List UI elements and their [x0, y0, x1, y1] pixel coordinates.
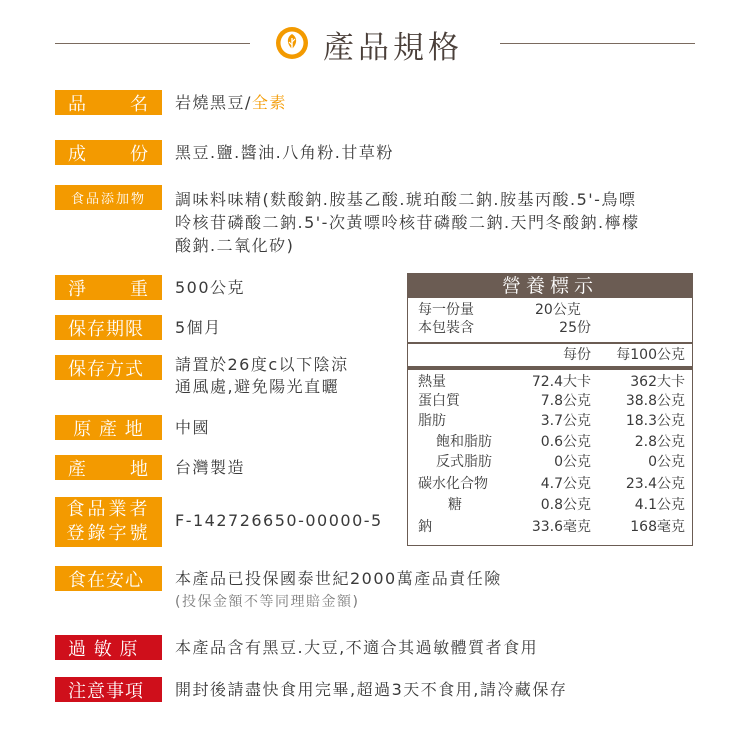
- nutrient-per100: 4.1公克: [634, 497, 685, 513]
- per-serving-value: 20公克: [535, 302, 581, 318]
- label-char: 份: [130, 143, 149, 165]
- label-char: 淨: [68, 278, 87, 300]
- per-serving-label: 每一份量: [418, 302, 474, 318]
- nutrition-title: 營養標示: [408, 274, 692, 298]
- nutrient-per100: 23.4公克: [625, 476, 685, 492]
- label-producer: [55, 455, 162, 480]
- nutrient-name: 脂肪: [418, 413, 446, 429]
- nutrition-divider-thick: [408, 366, 692, 370]
- label-additives: 食品添加物: [55, 185, 162, 210]
- servings-value: 25份: [559, 320, 591, 336]
- label-storage: 保存方式: [55, 355, 162, 380]
- shelf-life-value: 5個月: [175, 318, 222, 337]
- insurance-value: 本產品已投保國泰世紀2000萬產品責任險: [175, 569, 502, 588]
- storage-line: 請置於26度c以下陰涼: [175, 355, 349, 374]
- caution-value: 開封後請盡快食用完畢,超過3天不食用,請冷藏保存: [175, 680, 568, 699]
- label-char: 產: [68, 458, 87, 480]
- insurance-note: (投保金額不等同理賠金額): [175, 594, 360, 610]
- nutrient-per100: 362大卡: [630, 374, 685, 390]
- nutrient-serving: 0.8公克: [540, 497, 591, 513]
- label-char: 地: [130, 458, 149, 480]
- label-shelf-life: 保存期限: [55, 315, 162, 340]
- nutrient-name: 糖: [448, 497, 462, 513]
- page-title: 產品規格: [323, 30, 463, 66]
- origin-value: 中國: [175, 418, 211, 437]
- label-origin: 原 產 地: [55, 415, 162, 440]
- vegan-tag: 全素: [251, 93, 287, 112]
- nutrient-name: 鈉: [418, 519, 432, 535]
- header-line-right: [500, 43, 695, 44]
- label-product-name: [55, 90, 162, 115]
- net-weight-value: 500公克: [175, 278, 246, 297]
- label-char: 重: [130, 278, 149, 300]
- storage-line: 通風處,避免陽光直曬: [175, 377, 340, 396]
- nutrient-serving: 4.7公克: [540, 476, 591, 492]
- nutrient-name: 蛋白質: [418, 393, 460, 409]
- nutrient-name: 熱量: [418, 374, 446, 390]
- label-line: 食品業者: [66, 499, 151, 520]
- ingredients-value: 黑豆.鹽.醬油.八角粉.甘草粉: [175, 143, 394, 162]
- nutrient-name: 飽和脂肪: [436, 434, 492, 450]
- label-char: 名: [130, 93, 149, 115]
- label-registration: [55, 497, 162, 547]
- label-ingredients: [55, 140, 162, 165]
- label-line: 登錄字號: [66, 523, 151, 544]
- allergen-value: 本產品含有黑豆.大豆,不適合其過敏體質者食用: [175, 638, 539, 657]
- nutrient-per100: 2.8公克: [634, 434, 685, 450]
- label-char: 品: [68, 93, 87, 115]
- col-serving: 每份: [563, 347, 591, 363]
- additives-line: 酸鈉.二氧化矽): [175, 236, 295, 255]
- product-name-value: [175, 92, 287, 113]
- nutrient-per100: 168毫克: [630, 519, 685, 535]
- label-allergen: 過 敏 原: [55, 635, 162, 660]
- label-net-weight: [55, 275, 162, 300]
- nutrient-serving: 7.8公克: [540, 393, 591, 409]
- product-name: 岩燒黑豆/: [175, 93, 252, 112]
- leaf-circle-icon: [275, 26, 309, 60]
- registration-value: F-142726650-00000-5: [175, 511, 383, 530]
- nutrient-per100: 38.8公克: [625, 393, 685, 409]
- nutrient-serving: 3.7公克: [540, 413, 591, 429]
- label-caution: 注意事項: [55, 677, 162, 702]
- nutrient-per100: 18.3公克: [625, 413, 685, 429]
- header-line-left: [55, 43, 250, 44]
- additives-line: 調味料味精(麩酸鈉.胺基乙酸.琥珀酸二鈉.胺基丙酸.5'-鳥嘌: [175, 190, 637, 209]
- label-char: 成: [68, 143, 87, 165]
- servings-label: 本包裝含: [418, 320, 474, 336]
- nutrient-name: 反式脂肪: [436, 454, 492, 470]
- nutrient-serving: 33.6毫克: [531, 519, 591, 535]
- nutrient-name: 碳水化合物: [418, 476, 488, 492]
- additives-line: 呤核苷磷酸二鈉.5'-次黃嘌呤核苷磷酸二鈉.天門冬酸鈉.檸檬: [175, 213, 640, 232]
- nutrient-serving: 72.4大卡: [531, 374, 591, 390]
- nutrition-divider: [408, 342, 692, 344]
- nutrient-serving: 0公克: [554, 454, 591, 470]
- producer-value: 台灣製造: [175, 458, 246, 477]
- col-per100: 每100公克: [616, 347, 685, 363]
- nutrient-per100: 0公克: [648, 454, 685, 470]
- nutrition-table: [407, 273, 693, 546]
- nutrient-serving: 0.6公克: [540, 434, 591, 450]
- label-insurance: 食在安心: [55, 566, 162, 591]
